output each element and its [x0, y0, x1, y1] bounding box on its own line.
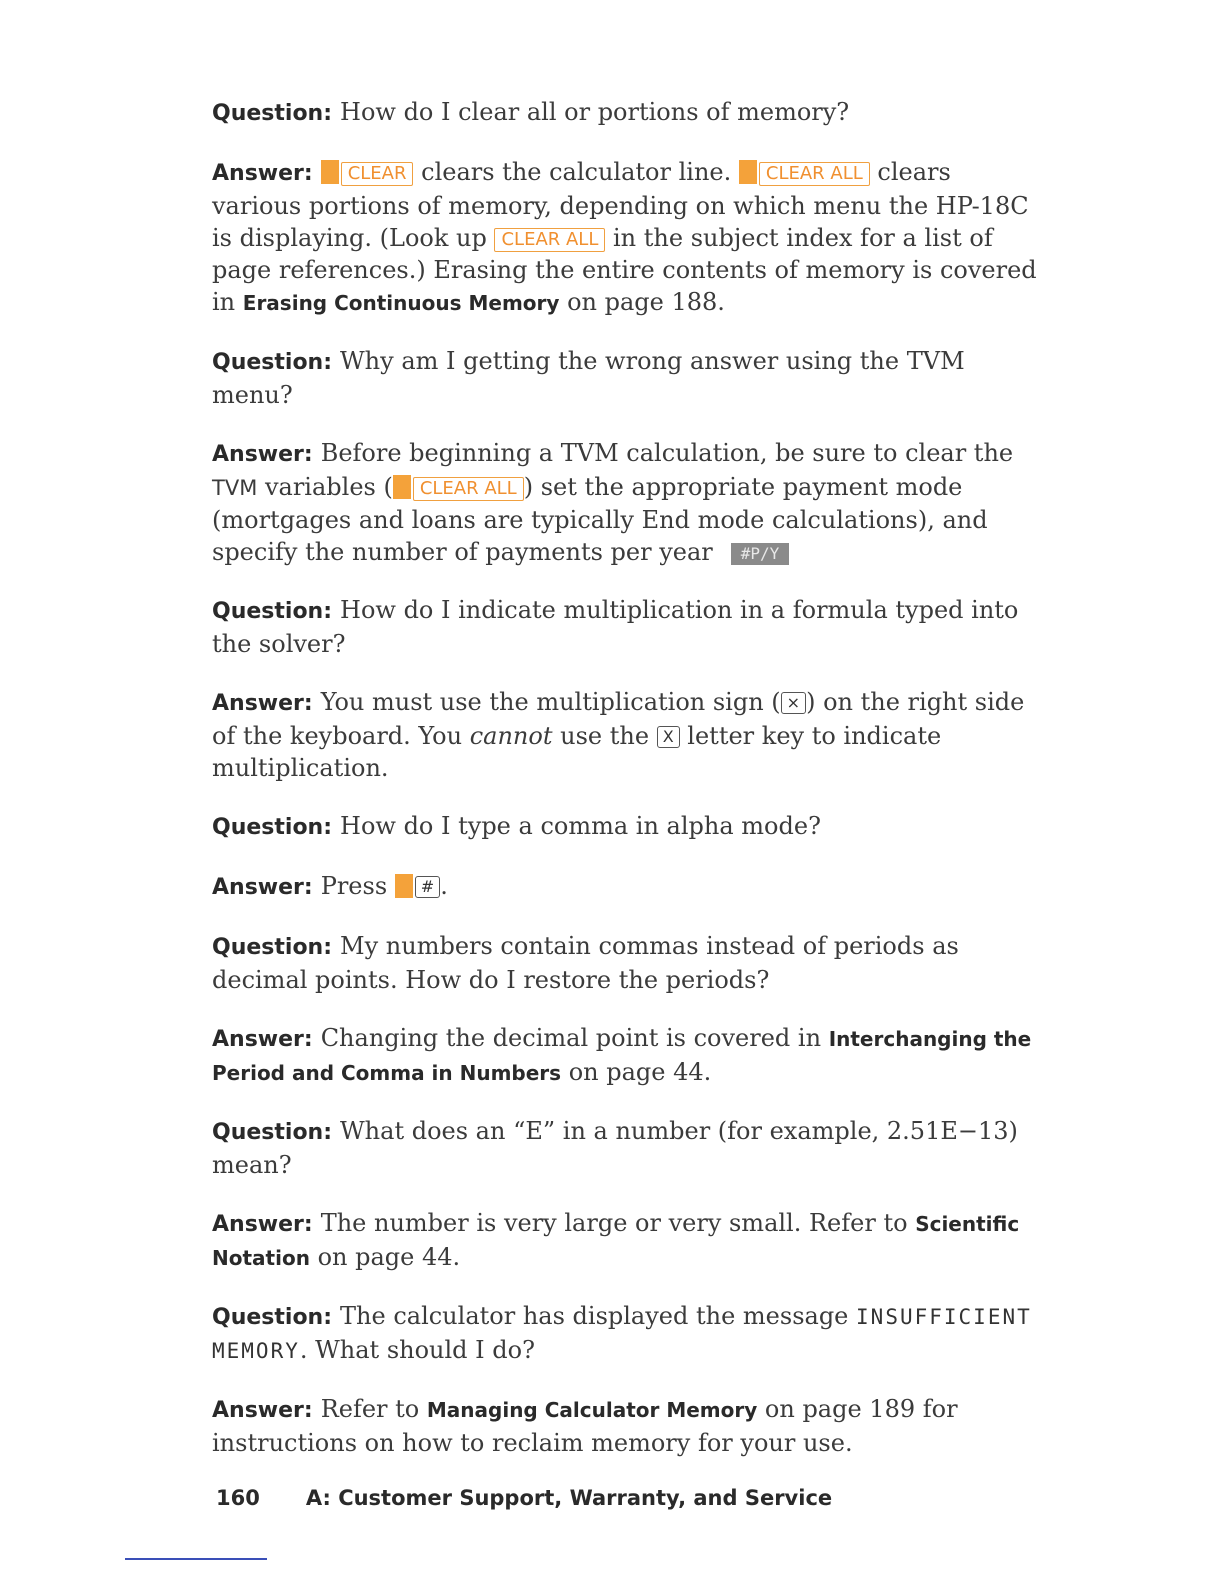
answer-text: on page 44. — [568, 1058, 712, 1086]
answer-7 — [212, 1393, 1042, 1459]
cross-reference: Managing Calculator Memory — [426, 1398, 758, 1422]
answer-label: Answer: — [212, 691, 313, 716]
page-content — [212, 96, 1042, 1485]
answer-text: The number is very large or very small. Refer to — [320, 1209, 908, 1237]
question-text: How do I clear all or portions of memory? — [340, 98, 850, 126]
display-message: INSUFFICIENT MEMORY — [212, 1305, 1032, 1363]
cross-reference: Interchanging the Period and Comma in Numbers — [212, 1027, 1032, 1085]
question-5 — [212, 930, 1042, 996]
answer-text: clears various portions of memory, depending on which menu the HP-18C is displaying. (Look up — [212, 158, 1029, 252]
answer-text: ) on the right side of the keyboard. You — [212, 688, 1025, 750]
cross-reference: Scientific Notation — [212, 1212, 1020, 1270]
chapter-title: A: Customer Support, Warranty, and Service — [305, 1486, 833, 1510]
answer-text: on page 44. — [317, 1243, 461, 1271]
question-text: . What should I do? — [299, 1336, 535, 1364]
shift-key-icon — [739, 160, 757, 184]
question-6 — [212, 1115, 1042, 1181]
question-label: Question: — [212, 815, 333, 840]
answer-label: Answer: — [212, 1027, 313, 1052]
answer-label: Answer: — [212, 875, 313, 900]
answer-text: variables ( — [264, 473, 393, 501]
answer-label: Answer: — [212, 161, 313, 186]
clear-all-key: CLEAR ALL — [759, 162, 870, 186]
payments-per-year-key: #P/Y — [731, 543, 790, 565]
answer-label: Answer: — [212, 1212, 313, 1237]
clear-all-key: CLEAR ALL — [494, 228, 605, 252]
question-text: How do I indicate multiplication in a formula typed into the solver? — [212, 596, 1019, 658]
cross-reference: Erasing Continuous Memory — [242, 291, 560, 315]
question-label: Question: — [212, 1305, 333, 1330]
question-text: Why am I getting the wrong answer using the TVM menu? — [212, 347, 965, 409]
question-text: My numbers contain commas instead of periods as decimal points. How do I restore the periods? — [212, 932, 959, 994]
answer-text: use the — [560, 722, 650, 750]
answer-text: clears the calculator line. — [421, 158, 732, 186]
question-2 — [212, 345, 1042, 411]
clear-key: CLEAR — [341, 162, 414, 186]
question-text: What does an “E” in a number (for example, 2.51E−13) mean? — [212, 1117, 1018, 1179]
answer-4 — [212, 870, 1042, 904]
question-label: Question: — [212, 350, 333, 375]
question-4 — [212, 810, 1042, 844]
answer-2 — [212, 437, 1042, 568]
question-text: The calculator has displayed the message — [340, 1302, 849, 1330]
shift-key-icon — [393, 475, 411, 499]
answer-text: ) set the appropriate payment mode (mortgages and loans are typically End mode calculations), and specify the number of payments per year — [212, 473, 988, 566]
answer-label: Answer: — [212, 442, 313, 467]
shift-key-icon — [395, 874, 413, 898]
hash-key: # — [415, 876, 440, 898]
answer-3 — [212, 686, 1042, 784]
tvm-label: TVM — [212, 476, 258, 500]
answer-label: Answer: — [212, 1398, 313, 1423]
question-1 — [212, 96, 1042, 130]
emphasis-text: cannot — [469, 722, 553, 750]
question-7 — [212, 1300, 1042, 1367]
answer-text: Changing the decimal point is covered in — [320, 1024, 822, 1052]
question-text: How do I type a comma in alpha mode? — [340, 812, 821, 840]
answer-text: letter key to indicate multiplication. — [212, 722, 942, 782]
answer-text: on page 188. — [567, 288, 725, 316]
answer-1 — [212, 156, 1042, 319]
x-letter-key: X — [657, 726, 680, 748]
bottom-rule — [125, 1558, 267, 1560]
answer-text: Press — [320, 872, 388, 900]
answer-text: You must use the multiplication sign ( — [320, 688, 781, 716]
answer-text: Before beginning a TVM calculation, be sure to clear the — [320, 439, 1014, 467]
answer-text: . — [440, 872, 448, 900]
clear-all-key: CLEAR ALL — [413, 477, 524, 501]
multiply-key: × — [781, 692, 806, 714]
page-number: 160 — [216, 1486, 260, 1510]
answer-text: in the subject index for a list of page references.) Erasing the entire contents of memory is covered in — [212, 224, 1037, 316]
question-label: Question: — [212, 1120, 333, 1145]
question-label: Question: — [212, 101, 333, 126]
question-3 — [212, 594, 1042, 660]
answer-text: on page 189 for instructions on how to reclaim memory for your use. — [212, 1395, 958, 1457]
question-label: Question: — [212, 935, 333, 960]
answer-5 — [212, 1022, 1042, 1089]
question-label: Question: — [212, 599, 333, 624]
answer-6 — [212, 1207, 1042, 1274]
shift-key-icon — [321, 160, 339, 184]
page-footer — [216, 1486, 832, 1510]
answer-text: Refer to — [320, 1395, 420, 1423]
